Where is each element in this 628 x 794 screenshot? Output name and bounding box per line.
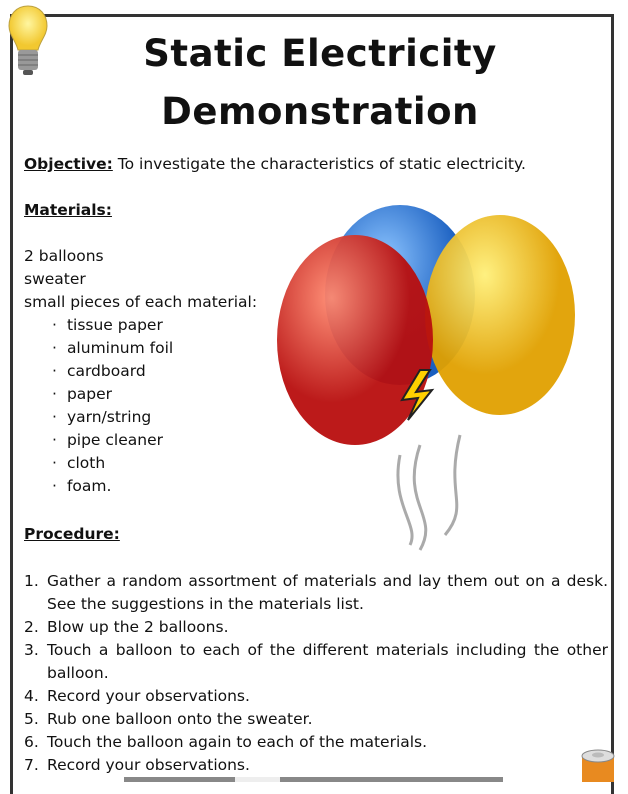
balloons-illustration bbox=[270, 205, 590, 555]
title-line-2: Demonstration bbox=[161, 90, 479, 133]
scrollbar-thumb[interactable] bbox=[235, 777, 280, 782]
material-sub-item-label: cardboard bbox=[66, 362, 146, 380]
material-sub-item-label: yarn/string bbox=[66, 408, 152, 426]
material-sub-item-label: pipe cleaner bbox=[66, 431, 163, 449]
material-sub-item bbox=[52, 339, 173, 357]
step-number: 3. bbox=[24, 641, 39, 659]
bullet-icon: · bbox=[52, 385, 57, 403]
step-text: Gather a random assortment of materials and lay them out on a desk. See the suggestions in the materials list. bbox=[47, 572, 608, 613]
procedure-step bbox=[24, 754, 608, 777]
material-item: small pieces of each material: bbox=[24, 293, 258, 311]
step-number: 6. bbox=[24, 733, 39, 751]
step-number: 5. bbox=[24, 710, 39, 728]
material-sub-item bbox=[52, 408, 151, 426]
step-text: Touch a balloon to each of the different materials including the other balloon. bbox=[47, 641, 608, 682]
material-sub-item-label: aluminum foil bbox=[66, 339, 174, 357]
material-sub-item bbox=[52, 477, 111, 495]
step-text: Rub one balloon onto the sweater. bbox=[47, 710, 313, 728]
material-sub-item bbox=[52, 316, 163, 334]
material-item: 2 balloons bbox=[24, 247, 104, 265]
step-text: Blow up the 2 balloons. bbox=[47, 618, 229, 636]
step-number: 1. bbox=[24, 572, 39, 590]
procedure-step bbox=[24, 685, 608, 708]
material-sub-item bbox=[52, 362, 146, 380]
battery-icon bbox=[578, 748, 618, 782]
procedure-step bbox=[24, 639, 608, 685]
procedure-step bbox=[24, 708, 608, 731]
material-sub-item bbox=[52, 454, 105, 472]
bullet-icon: · bbox=[52, 316, 57, 334]
material-sub-item-label: foam. bbox=[66, 477, 112, 495]
step-number: 2. bbox=[24, 618, 39, 636]
bullet-icon: · bbox=[52, 477, 57, 495]
step-number: 7. bbox=[24, 756, 39, 774]
lightbulb-icon bbox=[6, 4, 50, 78]
objective-label: Objective: bbox=[24, 155, 113, 173]
bullet-icon: · bbox=[52, 408, 57, 426]
step-text: Record your observations. bbox=[47, 687, 250, 705]
material-item: sweater bbox=[24, 270, 86, 288]
objective bbox=[24, 155, 526, 173]
materials-heading: Materials: bbox=[24, 201, 112, 219]
bullet-icon: · bbox=[52, 454, 57, 472]
procedure-heading: Procedure: bbox=[24, 525, 120, 543]
procedure-step bbox=[24, 616, 608, 639]
material-sub-item-label: cloth bbox=[66, 454, 106, 472]
objective-text: To investigate the characteristics of static electricity. bbox=[117, 155, 526, 173]
title-line-1: Static Electricity bbox=[143, 32, 497, 75]
horizontal-scrollbar[interactable] bbox=[124, 777, 503, 782]
bullet-icon: · bbox=[52, 431, 57, 449]
bullet-icon: · bbox=[52, 339, 57, 357]
material-sub-item-label: paper bbox=[66, 385, 113, 403]
step-text: Record your observations. bbox=[47, 756, 250, 774]
bullet-icon: · bbox=[52, 362, 57, 380]
material-sub-item-label: tissue paper bbox=[66, 316, 163, 334]
material-sub-item bbox=[52, 431, 163, 449]
material-sub-item bbox=[52, 385, 112, 403]
step-number: 4. bbox=[24, 687, 39, 705]
procedure-step bbox=[24, 570, 608, 616]
procedure-step bbox=[24, 731, 608, 754]
step-text: Touch the balloon again to each of the materials. bbox=[47, 733, 428, 751]
procedure-list bbox=[24, 570, 608, 777]
